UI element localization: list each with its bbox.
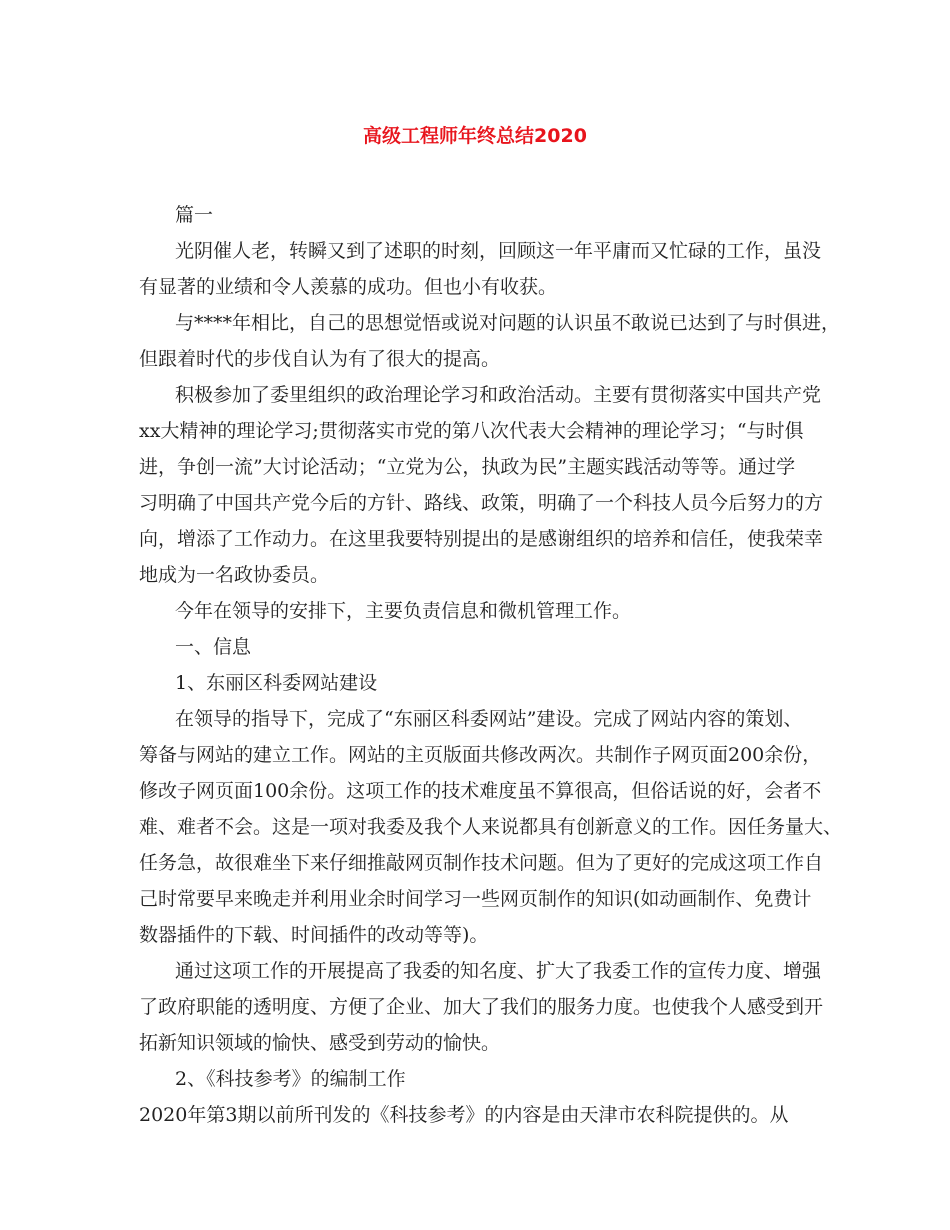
section-label: 篇一 [175, 204, 214, 226]
text-line: 修改子网页面100余份。这项工作的技术难度虽不算很高，但俗话说的好，会者不 [139, 780, 822, 802]
text-line: 己时常要早来晚走并利用业余时间学习一些网页制作的知识(如动画制作、免费计 [139, 888, 812, 910]
text-line: 拓新知识领域的愉快、感受到劳动的愉快。 [139, 1032, 501, 1054]
document-body [139, 197, 843, 1133]
text-line: 光阴催人老，转瞬又到了述职的时刻，回顾这一年平庸而又忙碌的工作，虽没 [175, 240, 822, 262]
section-heading-info: 一、信息 [175, 636, 252, 658]
text-line: 地成为一名政协委员。 [139, 564, 330, 586]
text-line: 在领导的指导下，完成了“东丽区科委网站”建设。完成了网站内容的策划、 [175, 708, 803, 730]
text-line: 筹备与网站的建立工作。网站的主页版面共修改两次。共制作子网页面200余份， [139, 744, 822, 766]
text-line: 2020年第3期以前所刊发的《科技参考》的内容是由天津市农科院提供的。从 [139, 1104, 789, 1126]
text-line: 难、难者不会。这是一项对我委及我个人来说都具有创新意义的工作。因任务量大、 [139, 816, 843, 838]
text-line: 任务急，故很难坐下来仔细推敲网页制作技术问题。但为了更好的完成这项工作自 [139, 852, 824, 874]
paragraph-4: 今年在领导的安排下，主要负责信息和微机管理工作。 [175, 600, 632, 622]
paragraph-5 [139, 701, 843, 953]
text-line: 习明确了中国共产党今后的方针、路线、政策，明确了一个科技人员今后努力的方 [139, 492, 824, 514]
document-title: 高级工程师年终总结2020 [363, 125, 587, 147]
text-line: 数器插件的下载、时间插件的改动等等)。 [139, 924, 489, 946]
text-line: 向，增添了工作动力。在这里我要特别提出的是感谢组织的培养和信任，使我荣幸 [139, 528, 824, 550]
paragraph-6 [139, 953, 824, 1061]
text-line: 通过这项工作的开展提高了我委的知名度、扩大了我委工作的宣传力度、增强 [175, 960, 822, 982]
text-line: 有显著的业绩和令人羡慕的成功。但也小有收获。 [139, 276, 558, 298]
paragraph-2 [139, 305, 841, 377]
text-line: 与****年相比，自己的思想觉悟或说对问题的认识虽不敢说已达到了与时俱进， [175, 312, 841, 334]
text-line: 了政府职能的透明度、方便了企业、加大了我们的服务力度。也使我个人感受到开 [139, 996, 824, 1018]
text-line: 但跟着时代的步伐自认为有了很大的提高。 [139, 348, 501, 370]
subsection-heading-reference: 2、《科技参考》的编制工作 [175, 1068, 406, 1090]
paragraph-7 [139, 1097, 819, 1133]
text-line: 进，争创一流”大讨论活动；“立党为公，执政为民”主题实践活动等等。通过学 [139, 456, 796, 478]
paragraph-3 [139, 377, 824, 593]
paragraph-1 [139, 233, 822, 305]
text-line: xx大精神的理论学习;贯彻落实市党的第八次代表大会精神的理论学习；“与时俱 [139, 420, 804, 442]
subsection-heading-website: 1、东丽区科委网站建设 [175, 672, 378, 694]
text-line: 积极参加了委里组织的政治理论学习和政治活动。主要有贯彻落实中国共产党 [175, 384, 822, 406]
